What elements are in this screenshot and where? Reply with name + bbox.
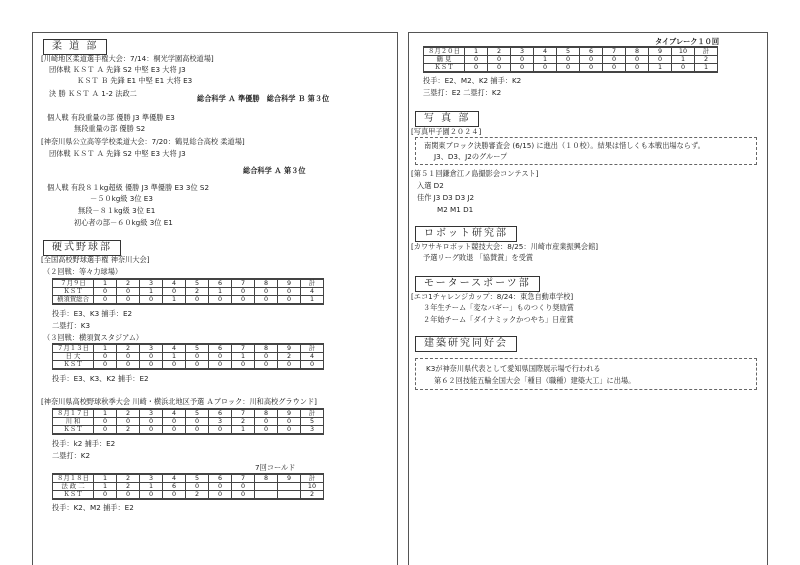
arch-section-header: 建築研究同好会 <box>415 336 517 352</box>
baseball-section-header: 硬式野球部 <box>43 240 121 256</box>
game5-pitchers: 投手：E2、M2、K2 捕手：K2 <box>423 76 522 85</box>
scoreboard-game1 <box>52 278 324 305</box>
scoreboard-row: 日 大 0 0 0 1 0 0 1 0 2 4 <box>53 353 324 361</box>
scoreboard-game2 <box>52 343 324 370</box>
photo-kamakura-title: [第５１回鎌倉江ノ島撮影会コンテスト] <box>411 169 539 178</box>
motor-title: [エコ1チャレンジカップ：8/24：東急自動車学校] <box>411 292 574 301</box>
judo-kawasaki-title: [川崎地区柔道選手権大会：7/14：桐光学園高校道場] <box>41 54 214 63</box>
scoreboard-header-row: ８月２０日 1 2 3 4 5 6 7 8 9 10 計 <box>424 47 718 56</box>
scoreboard-row: ＫＳＴ 0 0 0 0 0 0 0 0 1 0 1 <box>424 64 718 73</box>
photo-koshien-line1: 南関東ブロック決勝審査会 (6/15) に進出（１０校）。結果は惜しくも本戦出場ならず。 <box>424 141 705 150</box>
scoreboard-row: ＫＳＴ 0 2 0 0 0 0 1 0 0 3 <box>53 426 324 435</box>
judo-individual-6: 初心者の部－６０kg級 3位 E1 <box>74 218 173 227</box>
scoreboard-header-row: ８月１７日 1 2 3 4 5 6 7 8 9 計 <box>53 409 324 418</box>
baseball-tourney1-title: [全国高校野球選手権 神奈川大会] <box>41 255 150 264</box>
photo-koshien-box <box>415 137 757 165</box>
scoreboard-row: ＫＳＴ 0 0 0 0 0 0 0 0 0 0 <box>53 361 324 370</box>
game1-hits: 二塁打：K3 <box>52 321 91 330</box>
judo-individual-2: 無段重量の部 優勝 S2 <box>74 124 146 133</box>
robot-section-header: ロボット研究部 <box>415 226 517 242</box>
tiebreak-note: タイブレーク１０回 <box>655 37 720 46</box>
game3-hits: 二塁打：K2 <box>52 451 91 460</box>
game4-pitchers: 投手：K2、M2 捕手：E2 <box>52 503 134 512</box>
judo-overall-1: 総合科学 Ａ 準優勝 総合科学 Ｂ 第３位 <box>197 94 330 103</box>
judo-overall-2: 総合科学 Ａ 第３位 <box>243 166 306 175</box>
scoreboard-header-row: ８月１８日 1 2 3 4 5 6 7 8 9 計 <box>53 474 324 483</box>
scoreboard-header-row: ７月９日 1 2 3 4 5 6 7 8 9 計 <box>53 279 324 288</box>
baseball-round2-label: （２回戦：等々力球場） <box>43 267 123 276</box>
photo-kamakura-line2: 佳作 J3 D3 D3 J2 <box>417 193 475 202</box>
judo-team-line1: 団体戦 ＫＳＴ Ａ 先鋒 S2 中堅 E3 大将 J3 <box>49 65 186 74</box>
scoreboard-row: ＫＳＴ 0 0 1 0 2 1 0 0 0 4 <box>53 288 324 296</box>
scoreboard-game5 <box>423 46 718 73</box>
photo-kamakura-line1: 入選 D2 <box>417 181 444 190</box>
judo-final-line: 決 勝 ＫＳＴ Ａ 1-2 法政二 <box>49 89 137 98</box>
baseball-tourney2-title: [神奈川県高校野球秋季大会 川崎・横浜北地区予選 Ａブロック：川和高校グラウンド] <box>41 397 317 406</box>
robot-title: [カワサキロボット競技大会：8/25：川崎市産業振興会館] <box>411 242 599 251</box>
called-game-note: 7回コールド <box>255 463 296 472</box>
scoreboard-game4 <box>52 473 324 500</box>
judo-team-line2: ＫＳＴ Ｂ 先鋒 E1 中堅 E1 大将 E3 <box>77 76 193 85</box>
photo-koshien-title: [写真甲子園２０２４] <box>411 127 482 136</box>
photo-section-header: 写 真 部 <box>415 111 479 127</box>
scoreboard-header-row: ７月１３日 1 2 3 4 5 6 7 8 9 計 <box>53 344 324 353</box>
scoreboard-row: 鶴 見 0 0 0 1 0 0 0 0 0 1 2 <box>424 56 718 64</box>
scoreboard-game3 <box>52 408 324 435</box>
game2-pitchers: 投手：E3、K3、K2 捕手：E2 <box>52 374 149 383</box>
judo-individual-5: 無段－８１kg級 3位 E1 <box>78 206 156 215</box>
robot-result: 予選リーグ敗退 「協賛賞」を受賞 <box>423 253 534 262</box>
judo-individual-3: 個人戦 有段８１kg超級 優勝 J3 準優勝 E3 3位 S2 <box>47 183 210 192</box>
baseball-round3-label: （３回戦：横須賀スタジアム） <box>43 333 144 342</box>
judo-individual-1: 個人戦 有段重量の部 優勝 J3 準優勝 E3 <box>47 113 175 122</box>
game1-pitchers: 投手：E3、K3 捕手：E2 <box>52 309 133 318</box>
scoreboard-row: ＫＳＴ 0 0 0 0 2 0 0 2 <box>53 491 324 500</box>
arch-line2: 第６２回技能五輪全国大会「種目（職種）建築大工」に出場。 <box>434 376 636 385</box>
motor-section-header: モータースポーツ部 <box>415 276 540 292</box>
arch-box <box>415 358 757 390</box>
photo-kamakura-line3: M2 M1 D1 <box>437 205 474 214</box>
judo-kanagawa-title: [神奈川県公立高等学校柔道大会：7/20：鶴見総合高校 柔道場] <box>41 137 245 146</box>
right-page <box>408 32 768 565</box>
judo-team-line3: 団体戦 ＫＳＴ Ａ 先鋒 S2 中堅 E3 大将 J3 <box>49 149 186 158</box>
scoreboard-row: 法 政 二 1 2 1 6 0 0 0 10 <box>53 483 324 491</box>
scoreboard-row: 横須賀総合 0 0 0 1 0 0 0 0 0 1 <box>53 296 324 305</box>
motor-line1: ３年生チーム「変なバギー」ものつくり奨励賞 <box>423 303 574 312</box>
judo-section-header: 柔 道 部 <box>43 39 107 55</box>
game3-pitchers: 投手：k2 捕手：E2 <box>52 439 116 448</box>
scoreboard-row: 川 和 0 0 0 0 0 3 2 0 0 5 <box>53 418 324 426</box>
left-page <box>32 32 398 565</box>
game5-hits: 三塁打：E2 二塁打：K2 <box>423 88 502 97</box>
arch-line1: K3が神奈川県代表として愛知県国際展示場で行われる <box>426 364 601 373</box>
motor-line2: ２年始チーム「ダイナミックかつやち」日産賞 <box>423 315 574 324</box>
judo-individual-4: －５０kg級 3位 E3 <box>90 194 153 203</box>
photo-koshien-line2: J3、D3、J2のグループ <box>434 152 508 161</box>
